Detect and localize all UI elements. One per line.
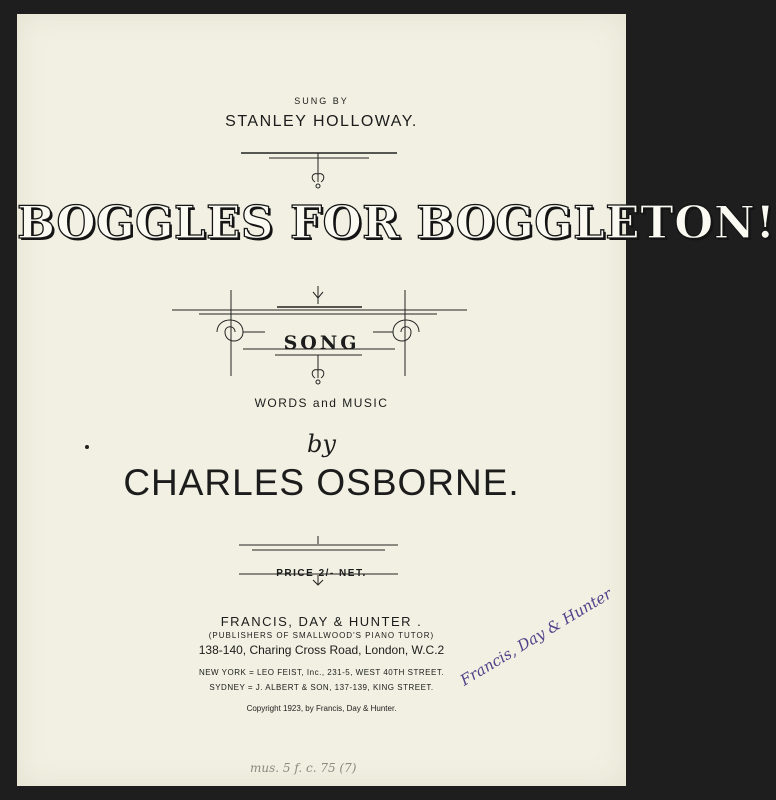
words-and-music-label: WORDS and MUSIC [254,396,389,410]
publisher-address: 138-140, Charing Cross Road, London, W.C.2 [198,643,445,657]
top-flourish-ornament [241,153,397,188]
sydney-agent: SYDNEY = J. ALBERT & SON, 137-139, KING STREET. [209,683,434,692]
sung-by-label: SUNG BY [294,96,349,106]
sheet-music-cover [17,14,776,786]
copyright-notice: Copyright 1923, by Francis, Day & Hunter. [246,704,397,713]
genre-label: SONG [283,332,360,354]
composer-name: CHARLES OSBORNE. [123,462,520,503]
song-title: BOGGLES FOR BOGGLETON! [17,196,776,249]
publisher-note: (PUBLISHERS OF SMALLWOOD'S PIANO TUTOR) [208,631,435,640]
publisher-name: FRANCIS, DAY & HUNTER . [220,614,423,629]
by-label: by [307,430,336,458]
singer-name: STANLEY HOLLOWAY. [225,113,418,130]
handwritten-signature: Francis, Day & Hunter [457,584,615,690]
new-york-agent: NEW YORK = LEO FEIST, Inc., 231-5, WEST 40TH STREET. [198,668,445,677]
price-label: PRICE 2/- NET. [276,568,367,579]
library-shelfmark: mus. 5 f. c. 75 (7) [250,761,357,775]
